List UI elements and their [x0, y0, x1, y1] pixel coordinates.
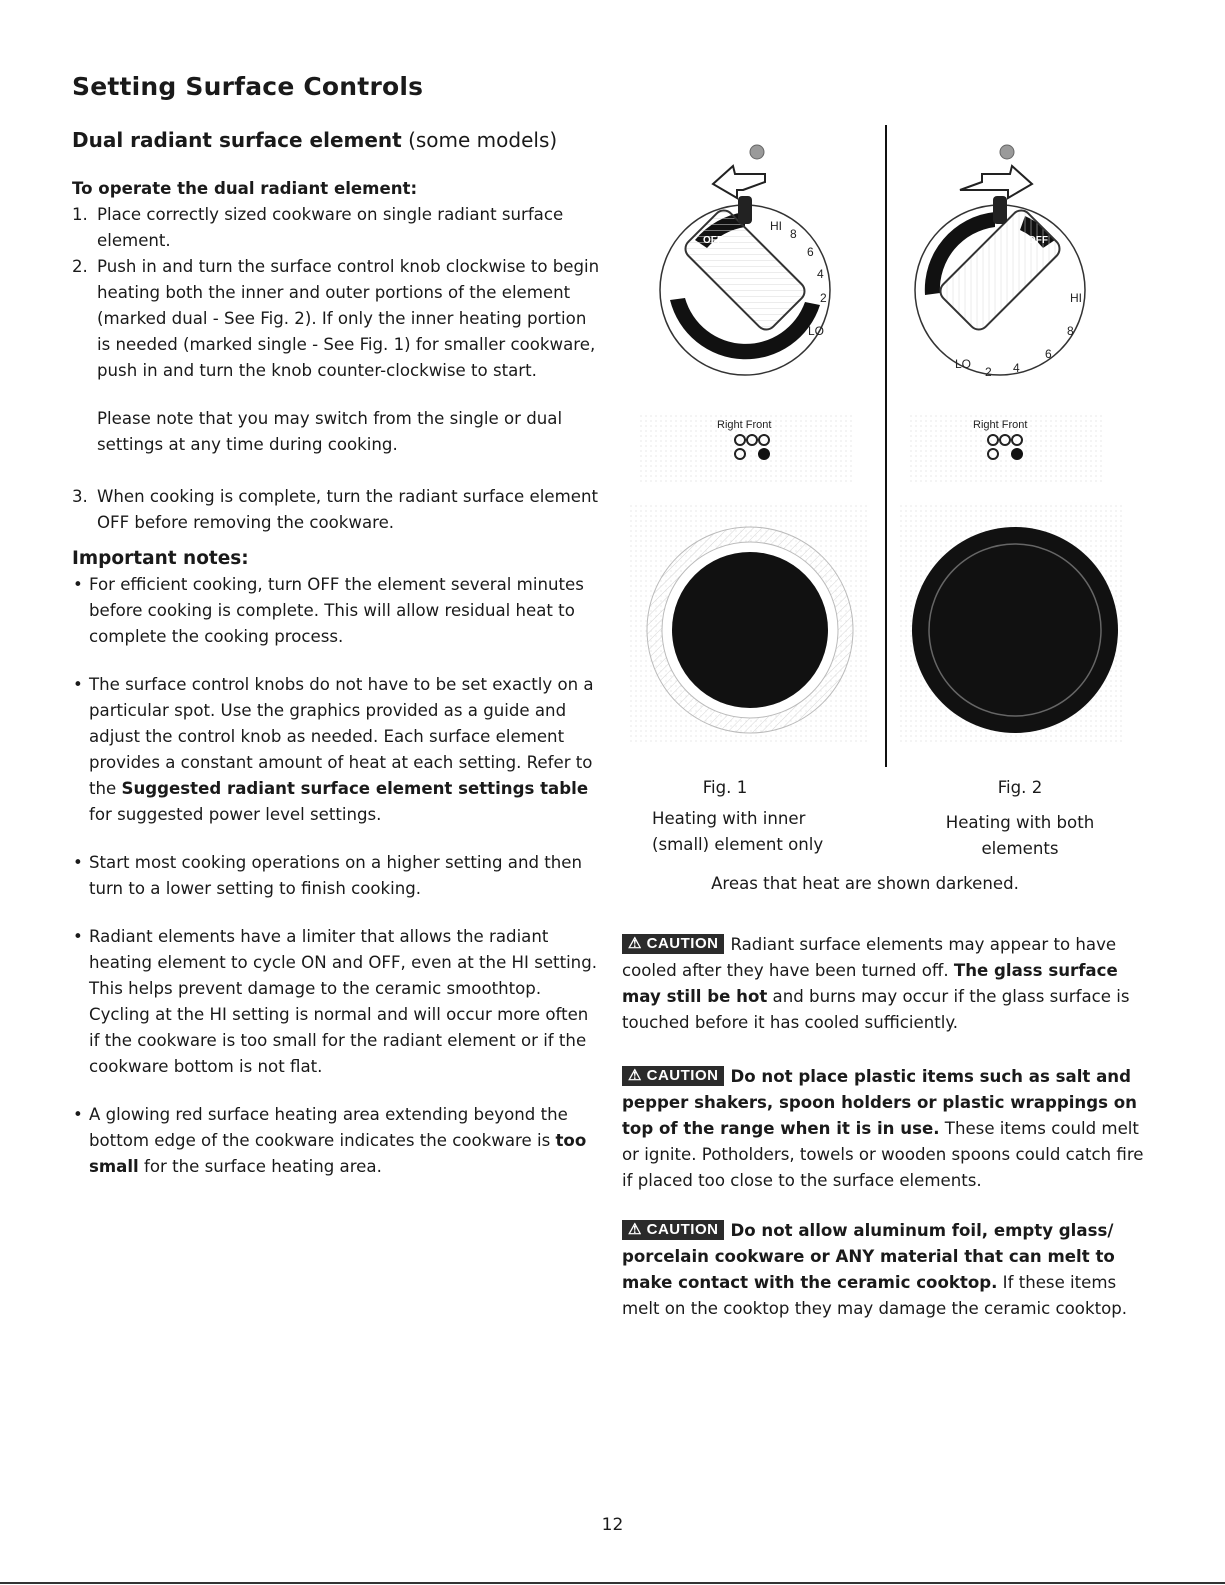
- step-number: 1.: [72, 205, 88, 224]
- bullet-dot: •: [73, 1105, 83, 1124]
- note-bullet-3: [72, 850, 602, 902]
- footer-rule: [0, 1582, 1225, 1584]
- bullet-dot: •: [73, 675, 83, 694]
- step-1: [72, 202, 602, 254]
- step-text: Place correctly sized cookware on single radiant surface element.: [97, 205, 564, 250]
- note-bullet-4: [72, 924, 602, 1080]
- important-heading: Important notes:: [72, 548, 249, 569]
- knob-pointer: [738, 196, 752, 224]
- knob-dial-8: 8: [1067, 324, 1074, 338]
- knob-dial-4: 4: [817, 267, 824, 281]
- fig2-illustration: [895, 130, 1150, 770]
- knob-lo-label: LO: [955, 357, 972, 371]
- knob-pointer: [993, 196, 1007, 224]
- knob-hi-label: HI: [770, 219, 782, 233]
- left-column: [72, 176, 602, 1180]
- knob-dial-2: 2: [820, 291, 827, 305]
- knob-dial-2: 2: [985, 365, 992, 379]
- position-label: Right Front: [973, 419, 1028, 431]
- bullet-dot: •: [73, 927, 83, 946]
- knob-off-label: OFF: [703, 235, 723, 246]
- knob-dial-8: 8: [790, 227, 797, 241]
- caution-2: [622, 1064, 1152, 1194]
- section-subtitle: [72, 128, 557, 152]
- bullet-text-pre: A glowing red surface heating area extending beyond the bottom edge of the cookware indicates the cookware is: [89, 1105, 568, 1150]
- caution-badge: ⚠ CAUTION: [622, 934, 724, 954]
- caution-text-post: These items could melt or ignite. Potholders, towels or wooden spoons could catch fire if placed too close to the surface elements.: [622, 1119, 1144, 1190]
- step-2: [72, 254, 602, 384]
- burner-dot-active-icon: [1011, 448, 1023, 460]
- counterclockwise-arrow-icon: [713, 166, 765, 198]
- caution-text-post: If these items melt on the cooktop they may damage the ceramic cooktop.: [622, 1273, 1128, 1318]
- indicator-light-icon: [1000, 145, 1014, 159]
- subtitle-rest: (some models): [408, 128, 558, 152]
- subtitle-bold: Dual radiant surface element: [72, 128, 402, 152]
- bullet-text-bold: too small: [89, 1131, 587, 1176]
- caution-badge-text: CAUTION: [646, 1221, 719, 1238]
- caution-text-bold: Do not place plastic items such as salt and pepper shakers, spoon holders or plastic wrappings on top of the range when it is in use.: [622, 1067, 1137, 1138]
- note-bullet-2: [72, 672, 602, 828]
- fig2-caption: Heating with both elements: [945, 813, 1095, 858]
- step-text: When cooking is complete, turn the radiant surface element OFF before removing the cookware.: [97, 487, 598, 532]
- indicator-light-icon: [750, 145, 764, 159]
- caution-badge-text: CAUTION: [646, 1067, 719, 1084]
- knob-dial-6: 6: [807, 245, 814, 259]
- knob-dial-6: 6: [1045, 347, 1052, 361]
- caution-text-pre: Radiant surface elements may appear to have cooled after they have been turned off.: [622, 935, 1117, 980]
- fig1-illustration: [625, 130, 880, 770]
- position-label: Right Front: [717, 419, 772, 431]
- page-number: 12: [601, 1515, 624, 1535]
- bullet-text-pre: The surface control knobs do not have to be set exactly on a particular spot. Use the graphics provided as a guide and adjust the control knob as needed. Each surface element provides a constant amount of heat at each setting. Refer to the: [89, 675, 594, 798]
- bullet-text: Start most cooking operations on a higher setting and then turn to a lower setting to finish cooking.: [89, 853, 583, 898]
- caution-3: [622, 1218, 1152, 1322]
- operate-heading: To operate the dual radiant element:: [72, 179, 418, 198]
- caution-badge-text: CAUTION: [646, 935, 719, 952]
- bullet-text-bold: Suggested radiant surface element settings table: [121, 779, 589, 798]
- figures-shared-caption: Areas that heat are shown darkened.: [711, 874, 1019, 893]
- bullet-text: Radiant elements have a limiter that allows the radiant heating element to cycle ON and OFF, even at the HI setting. This helps prevent damage to the ceramic smoothtop. Cycling at the HI setting is normal and will occur more often if the cookware is too small for the radiant element or if the cookware bottom is not flat.: [89, 927, 598, 1076]
- knob-dial-4: 4: [1013, 361, 1020, 375]
- caution-text-post: and burns may occur if the glass surface is touched before it has cooled sufficiently.: [622, 987, 1130, 1032]
- inner-element-heated: [672, 552, 828, 708]
- caution-1: [622, 932, 1152, 1036]
- step-text: Push in and turn the surface control knob clockwise to begin heating both the inner and outer portions of the element (marked dual - See Fig. 2). If only the inner heating portion is needed (marked single - See Fig. 1) for smaller cookware, push in and turn the knob counter-clockwise to start.: [97, 257, 600, 380]
- clockwise-arrow-icon: [960, 166, 1032, 198]
- note-bullet-1: [72, 572, 602, 650]
- burner-dot-active-icon: [758, 448, 770, 460]
- outer-element-heated: [912, 527, 1118, 733]
- knob-lo-label: LO: [808, 324, 825, 338]
- caution-badge: ⚠ CAUTION: [622, 1220, 724, 1240]
- fig1-caption: Heating with inner (small) element only: [652, 809, 824, 854]
- knob-hi-label: HI: [1070, 291, 1082, 305]
- bullet-text-post: for the surface heating area.: [138, 1157, 382, 1176]
- step-number: 2.: [72, 257, 88, 276]
- bullet-text: For efficient cooking, turn OFF the element several minutes before cooking is complete. This will allow residual heat to complete the cooking process.: [89, 575, 584, 646]
- fig1-label: Fig. 1: [702, 778, 748, 797]
- switch-note: Please note that you may switch from the single or dual settings at any time during cooking.: [97, 409, 563, 454]
- note-bullet-5: [72, 1102, 602, 1180]
- bullet-dot: •: [73, 575, 83, 594]
- figure-divider: [885, 125, 887, 767]
- bullet-dot: •: [73, 853, 83, 872]
- knob-off-label: OFF: [1028, 235, 1048, 246]
- step-number: 3.: [72, 487, 88, 506]
- caution-text-bold: Do not allow aluminum foil, empty glass/ porcelain cookware or ANY material that can melt to make contact with the ceramic cooktop.: [622, 1221, 1115, 1292]
- bullet-text-post: for suggested power level settings.: [89, 805, 382, 824]
- caution-badge: ⚠ CAUTION: [622, 1066, 724, 1086]
- caution-text-bold: The glass surface may still be hot: [622, 961, 1118, 1006]
- page-title: Setting Surface Controls: [72, 72, 424, 101]
- step-3: [72, 484, 602, 536]
- fig2-label: Fig. 2: [997, 778, 1043, 797]
